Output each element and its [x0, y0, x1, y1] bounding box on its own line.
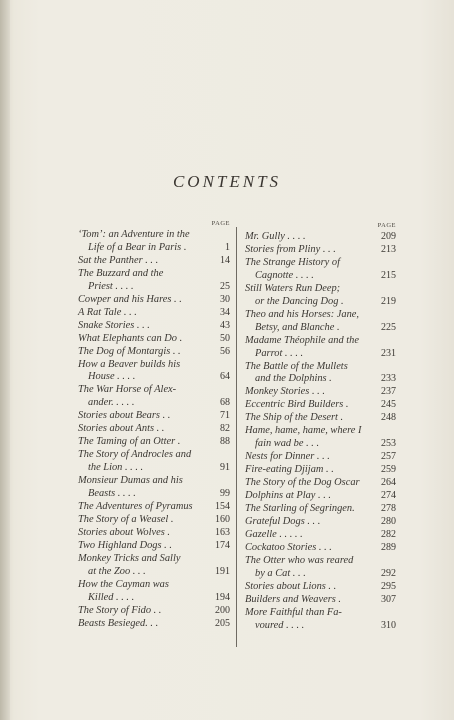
entry-title-line: Dolphins at Play . . .	[245, 490, 332, 502]
entry-title-line: What Elephants can Do .	[78, 332, 183, 344]
entry-title-line: Betsy, and Blanche .	[255, 321, 340, 333]
contents-entry	[78, 346, 230, 359]
entry-page-number: 160	[215, 513, 230, 525]
entry-page-number: 259	[381, 464, 396, 476]
entry-title-line: Two Highland Dogs . .	[78, 539, 172, 551]
entry-title-line: Parrot . . . .	[255, 347, 304, 359]
entry-page-number: 209	[381, 231, 396, 242]
contents-entry	[245, 399, 396, 412]
contents-entry	[245, 425, 396, 451]
entry-title-line: Theo and his Horses: Jane,	[245, 308, 359, 320]
entry-title-line: The Buzzard and the	[78, 267, 164, 279]
entry-title-line: ‘Tom’: an Adventure in the	[78, 229, 190, 240]
entry-page-number: 219	[381, 295, 396, 307]
entry-page-number: 91	[220, 462, 230, 474]
entry-title-line: Stories about Bears . .	[78, 410, 171, 422]
contents-entry	[78, 307, 230, 320]
contents-entry	[78, 333, 230, 346]
entry-page-number: 274	[381, 490, 396, 502]
entry-page-number: 245	[381, 399, 396, 411]
entry-title-line: The Story of the Dog Oscar	[245, 477, 360, 489]
entry-title-line: Nests for Dinner . . .	[245, 451, 330, 463]
entry-title-line: Hame, hame, hame, where I	[245, 425, 362, 437]
entry-title-line: voured . . . .	[255, 619, 305, 631]
contents-entry	[245, 361, 396, 387]
entry-title-line: The Dog of Montargis . .	[78, 345, 181, 357]
entry-page-number: 278	[381, 503, 396, 515]
entry-page-number: 282	[381, 528, 396, 540]
entry-page-number: 280	[381, 515, 396, 527]
entry-title-line: Killed . . . .	[88, 591, 135, 603]
contents-entry	[78, 553, 230, 579]
entry-page-number: 200	[215, 604, 230, 616]
entry-page-number: 1	[225, 241, 230, 253]
entry-title-line: Stories from Pliny . . .	[245, 243, 336, 255]
contents-entry	[78, 320, 230, 333]
contents-entry	[245, 516, 396, 529]
entry-title-line: How the Cayman was	[78, 578, 169, 590]
entry-page-number: 231	[381, 347, 396, 359]
entry-title-line: the Lion . . . .	[88, 462, 144, 474]
contents-heading: CONTENTS	[172, 172, 282, 191]
entry-page-number: 191	[215, 565, 230, 577]
contents-entry	[78, 255, 230, 268]
contents-entry	[245, 412, 396, 425]
contents-entry	[245, 335, 396, 361]
entry-page-number: 25	[220, 280, 230, 292]
entry-title-line: Cowper and his Hares . .	[78, 293, 182, 305]
entry-title-line: Stories about Ants . .	[78, 423, 165, 435]
entry-page-number: 50	[220, 332, 230, 344]
entry-title-line: The Ship of the Desert .	[245, 412, 344, 424]
contents-entry	[78, 501, 230, 514]
entry-title-line: The Story of Fido . .	[78, 604, 162, 616]
entry-page-number: 34	[220, 306, 230, 318]
entry-title-line: The War Horse of Alex-	[78, 384, 177, 396]
contents-entry	[245, 607, 396, 633]
page-column-label: PAGE	[377, 222, 396, 229]
entry-title-line: Cagnotte . . . .	[255, 269, 314, 281]
entry-title-line: The Taming of an Otter .	[78, 436, 181, 448]
right-entries	[245, 231, 396, 633]
entry-title-line: The Story of a Weasel .	[78, 513, 174, 525]
entry-title-line: Still Waters Run Deep;	[245, 282, 341, 294]
entry-page-number: 295	[381, 580, 396, 592]
entry-page-number: 215	[381, 269, 396, 281]
entry-title-line: Fire-eating Djijam . .	[245, 464, 334, 476]
entry-title-line: Stories about Wolves .	[78, 526, 170, 538]
entry-title-line: Sat the Panther . . .	[78, 254, 159, 266]
entry-page-number: 213	[381, 243, 396, 255]
entry-page-number: 64	[220, 371, 230, 383]
entry-title-line: Eccentric Bird Builders .	[245, 399, 349, 411]
contents-entry	[245, 231, 396, 244]
entry-title-line: Cockatoo Stories . . .	[245, 541, 332, 553]
entry-title-line: Madame Théophile and the	[245, 334, 359, 346]
entry-page-number: 154	[215, 501, 230, 513]
entry-title-line: Beasts Besieged. . .	[78, 617, 159, 629]
entry-title-line: More Faithful than Fa-	[245, 606, 342, 618]
column-divider	[236, 227, 237, 647]
contents-column-left	[78, 218, 230, 631]
entry-title-line: The Story of Androcles and	[78, 449, 192, 461]
entry-page-number: 14	[220, 254, 230, 266]
entry-title-line: or the Dancing Dog .	[255, 295, 344, 307]
contents-entry	[245, 477, 396, 490]
entry-page-number: 310	[381, 619, 396, 631]
entry-page-number: 289	[381, 541, 396, 553]
entry-title-line: fain wad be . . .	[255, 438, 320, 450]
entry-page-number: 233	[381, 373, 396, 385]
contents-entry	[78, 527, 230, 540]
entry-page-number: 99	[220, 488, 230, 500]
entry-page-number: 88	[220, 436, 230, 448]
contents-entry	[245, 283, 396, 309]
entry-title-line: The Battle of the Mullets	[245, 360, 348, 372]
contents-entry	[78, 359, 230, 385]
entry-page-number: 174	[215, 539, 230, 551]
page-column-label: PAGE	[211, 220, 230, 227]
entry-page-number: 205	[215, 617, 230, 629]
entry-title-line: ander. . . . .	[88, 397, 135, 409]
entry-page-number: 264	[381, 477, 396, 489]
entry-title-line: A Rat Tale . . .	[78, 306, 137, 318]
entry-title-line: Builders and Weavers .	[245, 593, 342, 605]
entry-title-line: The Starling of Segringen.	[245, 503, 355, 515]
contents-entry	[245, 542, 396, 555]
contents-entry	[78, 410, 230, 423]
entry-page-number: 237	[381, 386, 396, 398]
page-spine-shadow	[0, 0, 10, 720]
contents-entry	[78, 384, 230, 410]
entry-title-line: Beasts . . . .	[88, 488, 136, 500]
entry-page-number: 257	[381, 451, 396, 463]
contents-entry	[245, 594, 396, 607]
entry-title-line: The Strange History of	[245, 256, 340, 268]
contents-entry	[245, 529, 396, 542]
contents-entry	[245, 503, 396, 516]
entry-title-line: at the Zoo . . .	[88, 565, 146, 577]
entry-title-line: The Adventures of Pyramus	[78, 501, 193, 513]
entry-page-number: 292	[381, 567, 396, 579]
entry-page-number: 56	[220, 345, 230, 357]
contents-entry	[245, 581, 396, 594]
contents-entry	[78, 436, 230, 449]
entry-page-number: 163	[215, 526, 230, 538]
entry-title-line: Grateful Dogs . . .	[245, 515, 321, 527]
contents-entry	[78, 449, 230, 475]
contents-entry	[78, 514, 230, 527]
contents-entry	[78, 294, 230, 307]
entry-title-line: and the Dolphins .	[255, 373, 332, 385]
left-entries	[78, 229, 230, 631]
entry-title-line: How a Beaver builds his	[78, 358, 181, 370]
contents-entry	[245, 309, 396, 335]
entry-title-line: Life of a Bear in Paris .	[88, 241, 187, 253]
entry-title-line: House . . . .	[88, 371, 136, 383]
contents-entry	[78, 475, 230, 501]
contents-entry	[78, 579, 230, 605]
entry-title-line: Stories about Lions . .	[245, 580, 337, 592]
entry-page-number: 30	[220, 293, 230, 305]
entry-title-line: Monkey Tricks and Sally	[78, 552, 181, 564]
entry-title-line: Gazelle . . . . .	[245, 528, 303, 540]
entry-title-line: Monkey Stories . . .	[245, 386, 325, 398]
entry-page-number: 253	[381, 438, 396, 450]
contents-entry	[78, 423, 230, 436]
entry-page-number: 307	[381, 593, 396, 605]
entry-title-line: The Otter who was reared	[245, 554, 354, 566]
contents-entry	[245, 257, 396, 283]
entry-title-line: Mr. Gully . . . .	[245, 231, 306, 242]
contents-entry	[78, 540, 230, 553]
entry-page-number: 82	[220, 423, 230, 435]
entry-page-number: 194	[215, 591, 230, 603]
contents-entry	[245, 555, 396, 581]
contents-entry	[245, 244, 396, 257]
contents-entry	[245, 386, 396, 399]
entry-title-line: Priest . . . .	[88, 280, 134, 292]
contents-entry	[78, 618, 230, 631]
contents-column-right	[245, 218, 396, 633]
contents-entry	[78, 229, 230, 255]
entry-title-line: Snake Stories . . .	[78, 319, 150, 331]
contents-entry	[78, 268, 230, 294]
entry-page-number: 248	[381, 412, 396, 424]
entry-title-line: Monsieur Dumas and his	[78, 475, 183, 487]
contents-entry	[245, 464, 396, 477]
entry-title-line: by a Cat . . .	[255, 567, 306, 579]
entry-page-number: 225	[381, 321, 396, 333]
entry-page-number: 43	[220, 319, 230, 331]
entry-page-number: 71	[220, 410, 230, 422]
entry-page-number: 68	[220, 397, 230, 409]
contents-entry	[245, 490, 396, 503]
contents-entry	[78, 605, 230, 618]
contents-entry	[245, 451, 396, 464]
